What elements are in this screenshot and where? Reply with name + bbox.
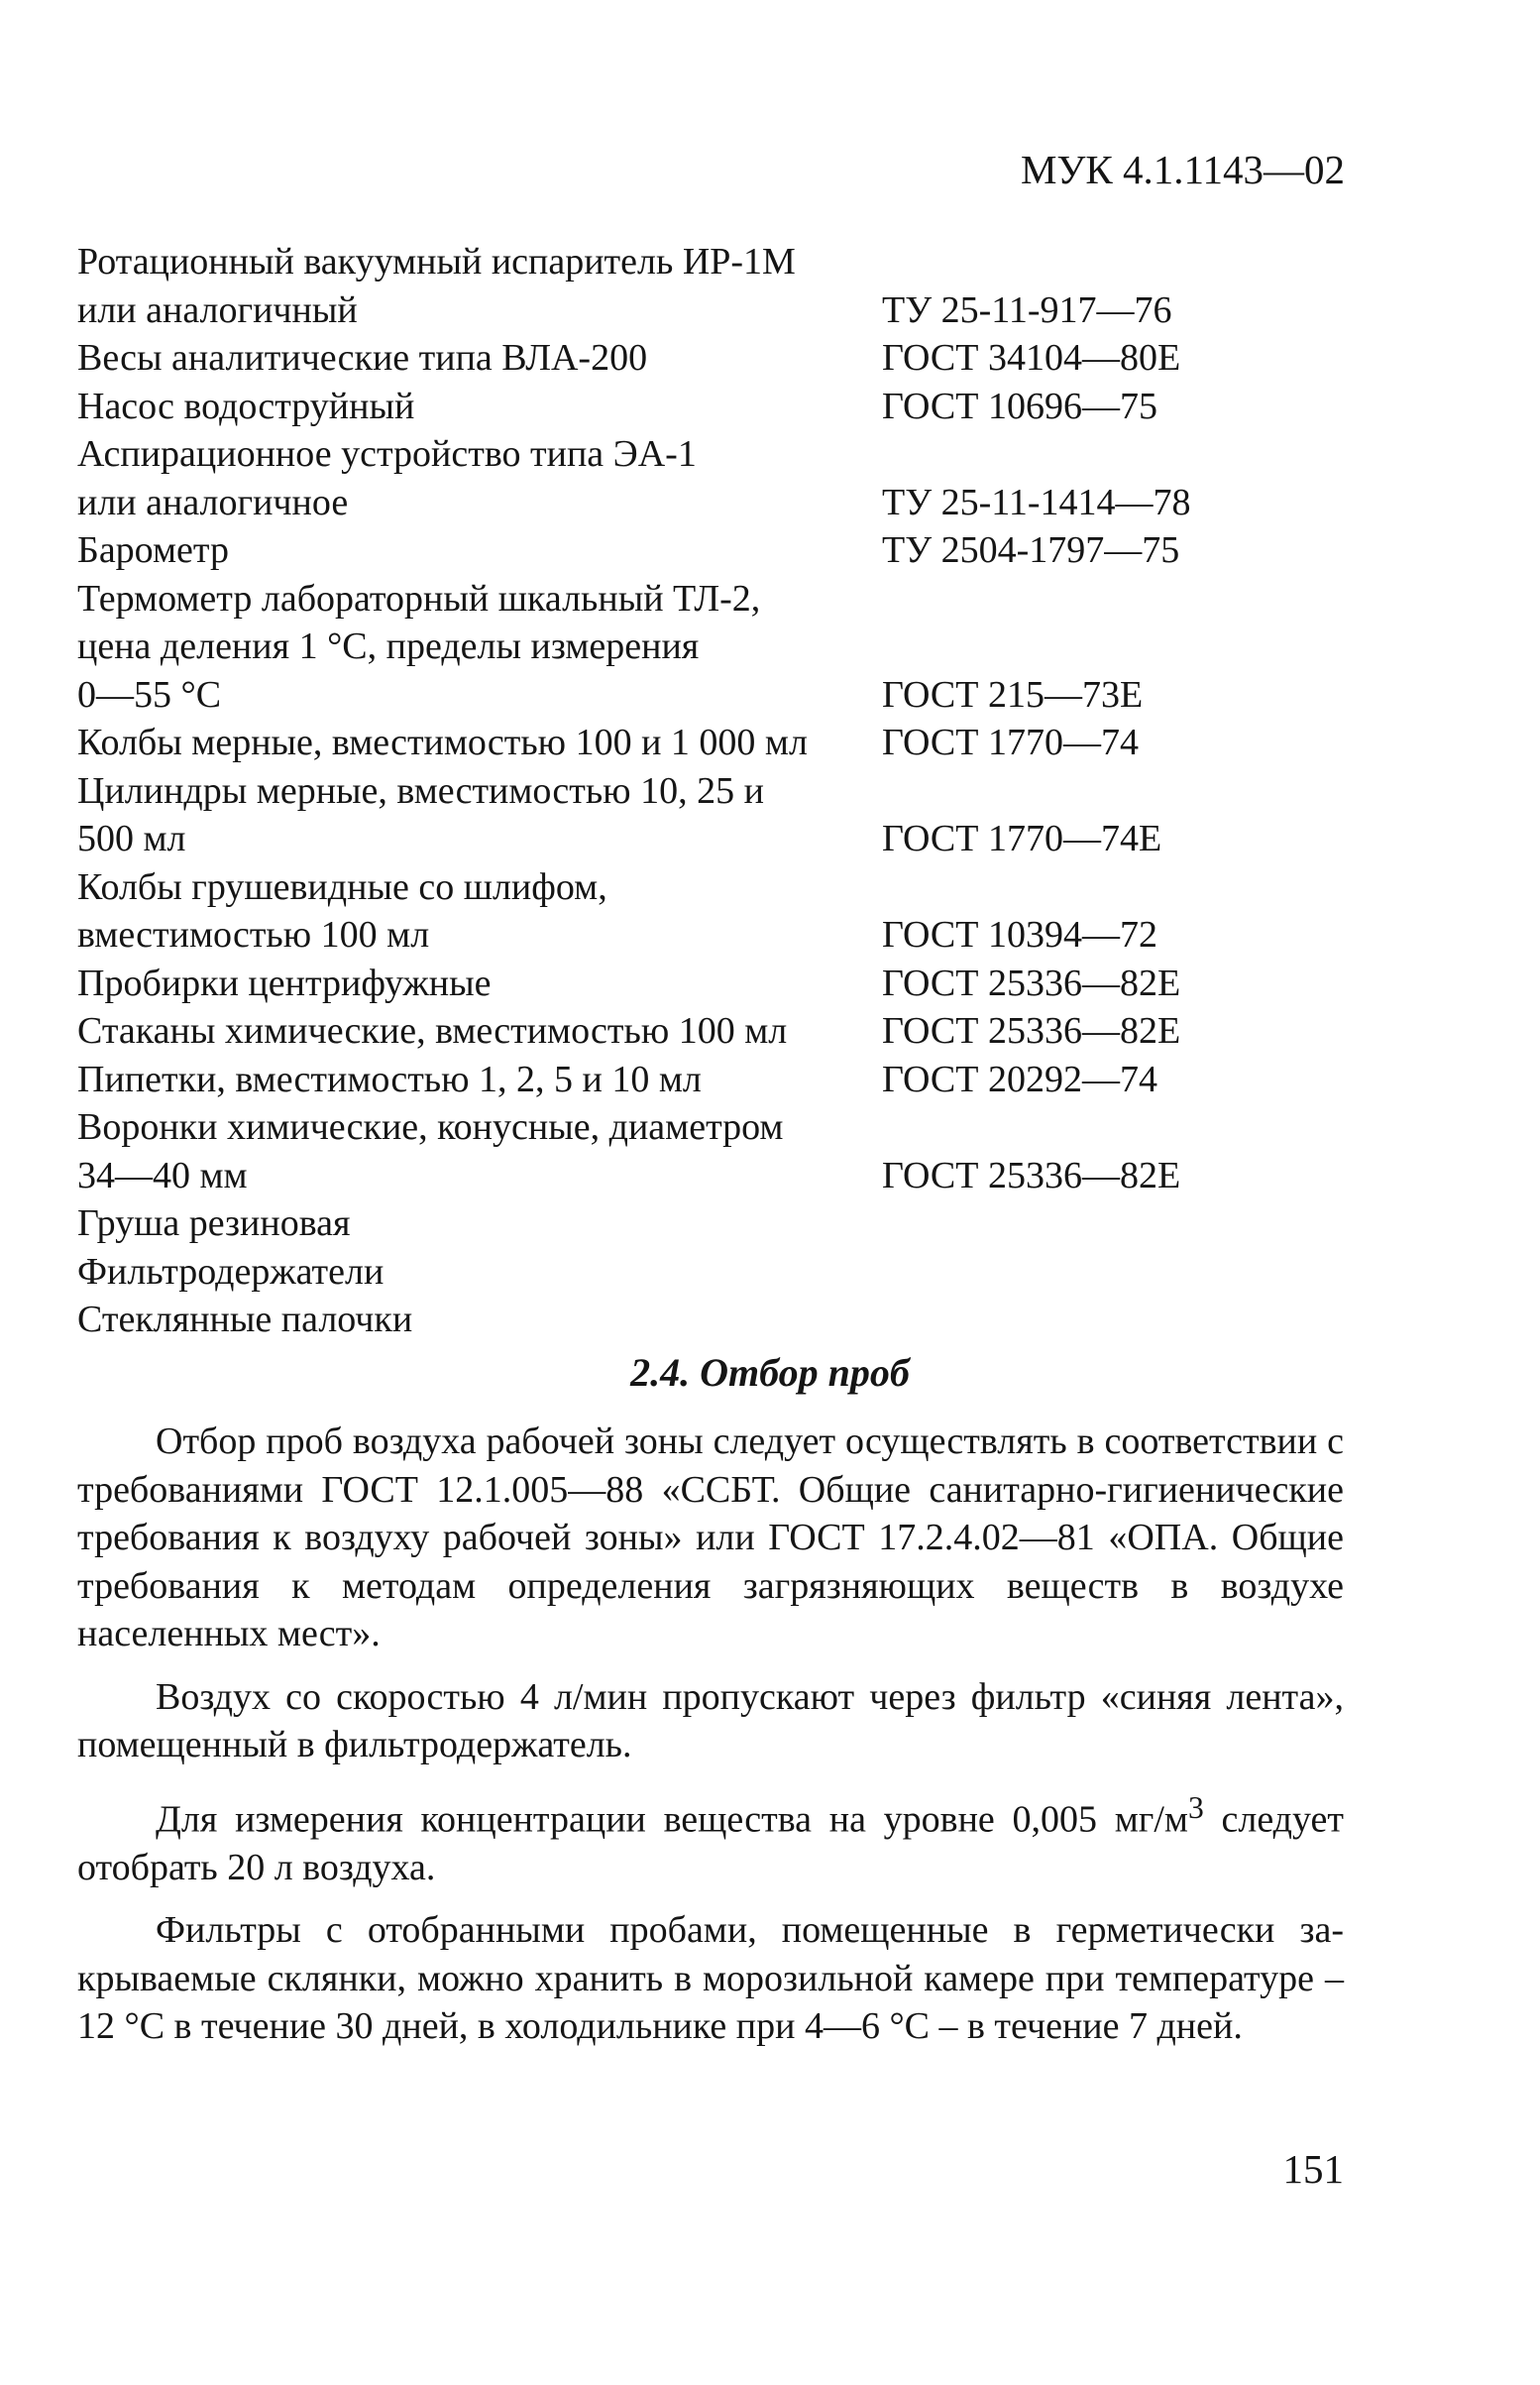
equipment-standard: ГОСТ 10394—72: [882, 914, 1157, 956]
paragraph-text: Для измерения концентрации вещества на уровне 0,005 мг/м: [156, 1798, 1188, 1841]
equipment-name: Аспирационное устройство типа ЭА-1 или аналогичное: [77, 433, 697, 523]
equipment-name: Насос водоструйный: [77, 385, 415, 427]
equipment-row: [77, 1199, 1346, 1248]
equipment-name: Груша резиновая: [77, 1202, 351, 1244]
equipment-standard: ГОСТ 34104—80Е: [882, 337, 1181, 379]
equipment-row: [77, 1103, 1346, 1199]
equipment-standard: ГОСТ 25336—82Е: [882, 962, 1181, 1004]
equipment-row: [77, 575, 1346, 720]
equipment-row: [77, 383, 1346, 431]
equipment-row: [77, 1056, 1346, 1104]
equipment-row: [77, 767, 1346, 863]
equipment-row: [77, 719, 1346, 767]
paragraph-text: следует отобрать 20 л воздуха.: [77, 1798, 1344, 1888]
equipment-name: Весы аналитические типа ВЛА-200: [77, 337, 648, 379]
equipment-name: Ротационный вакуумный испаритель ИР-1М или аналогичный: [77, 241, 796, 331]
equipment-standard: ТУ 2504-1797—75: [882, 529, 1180, 571]
equipment-name: Фильтродержатели: [77, 1250, 385, 1293]
equipment-row: [77, 1296, 1346, 1344]
equipment-row: [77, 1007, 1346, 1056]
equipment-standard: ТУ 25-11-917—76: [882, 288, 1172, 331]
equipment-name: Пипетки, вместимостью 1, 2, 5 и 10 мл: [77, 1058, 702, 1100]
equipment-name: Колбы мерные, вместимостью 100 и 1 000 мл: [77, 722, 808, 763]
equipment-list: [77, 238, 1346, 1344]
equipment-standard: ТУ 25-11-1414—78: [882, 481, 1191, 523]
equipment-row: [77, 960, 1346, 1008]
equipment-row: [77, 430, 1346, 526]
equipment-row: [77, 334, 1346, 383]
equipment-standard: ГОСТ 25336—82Е: [882, 1010, 1181, 1052]
paragraph: [77, 1784, 1344, 1892]
equipment-name: Колбы грушевидные со шлифом, вместимостью 100 мл: [77, 865, 607, 956]
page-number: 151: [1282, 2146, 1344, 2192]
body-text: [77, 1418, 1344, 2066]
equipment-row: [77, 238, 1346, 334]
equipment-name: Термометр лабораторный шкальный ТЛ-2, цена деления 1 °С, пределы измерения 0—55 °С: [77, 577, 761, 716]
equipment-standard: ГОСТ 215—73Е: [882, 673, 1144, 716]
equipment-row: [77, 1248, 1346, 1297]
equipment-name: Цилиндры мерные, вместимостью 10, 25 и 500 мл: [77, 769, 764, 859]
equipment-name: Пробирки центрифужные: [77, 962, 492, 1004]
superscript: 3: [1187, 1789, 1204, 1825]
paragraph: Воздух со скоростью 4 л/мин пропускают через фильтр «синяя лента», помещенный в фильтродержатель.: [77, 1675, 1344, 1765]
equipment-name: Барометр: [77, 529, 229, 571]
equipment-name: Стаканы химические, вместимостью 100 мл: [77, 1010, 788, 1052]
section-title: 2.4. Отбор проб: [630, 1350, 910, 1395]
equipment-name: Воронки химические, конусные, диаметром 34—40 мм: [77, 1106, 784, 1196]
equipment-row: [77, 863, 1346, 960]
equipment-standard: ГОСТ 10696—75: [882, 385, 1157, 427]
equipment-standard: ГОСТ 1770—74Е: [882, 818, 1162, 859]
equipment-standard: ГОСТ 25336—82Е: [882, 1154, 1181, 1196]
equipment-standard: ГОСТ 1770—74: [882, 722, 1139, 763]
paragraph: Отбор проб воздуха рабочей зоны следует осуществлять в соответствии с требованиями ГОСТ 12.1.005—88 «ССБТ. Общие санитарно-гигиенические требования к воздуху рабочей зоны» или ГОСТ 17.2.4.02—81 «ОПА. Общие требования к методам определения загрязняющих веществ в воздухе населенных мест».: [77, 1420, 1344, 1654]
equipment-name: Стеклянные палочки: [77, 1299, 413, 1340]
equipment-row: [77, 526, 1346, 575]
equipment-standard: ГОСТ 20292—74: [882, 1058, 1157, 1100]
paragraph: Фильтры с отобранными пробами, помещенные в герметически закрываемые склянки, можно хранить в морозильной камере при температуре –12 °С в течение 30 дней, в холодильнике при 4—6 °С – в течение 7 дней.: [77, 1909, 1344, 2048]
document-header: МУК 4.1.1143—02: [1020, 147, 1345, 192]
